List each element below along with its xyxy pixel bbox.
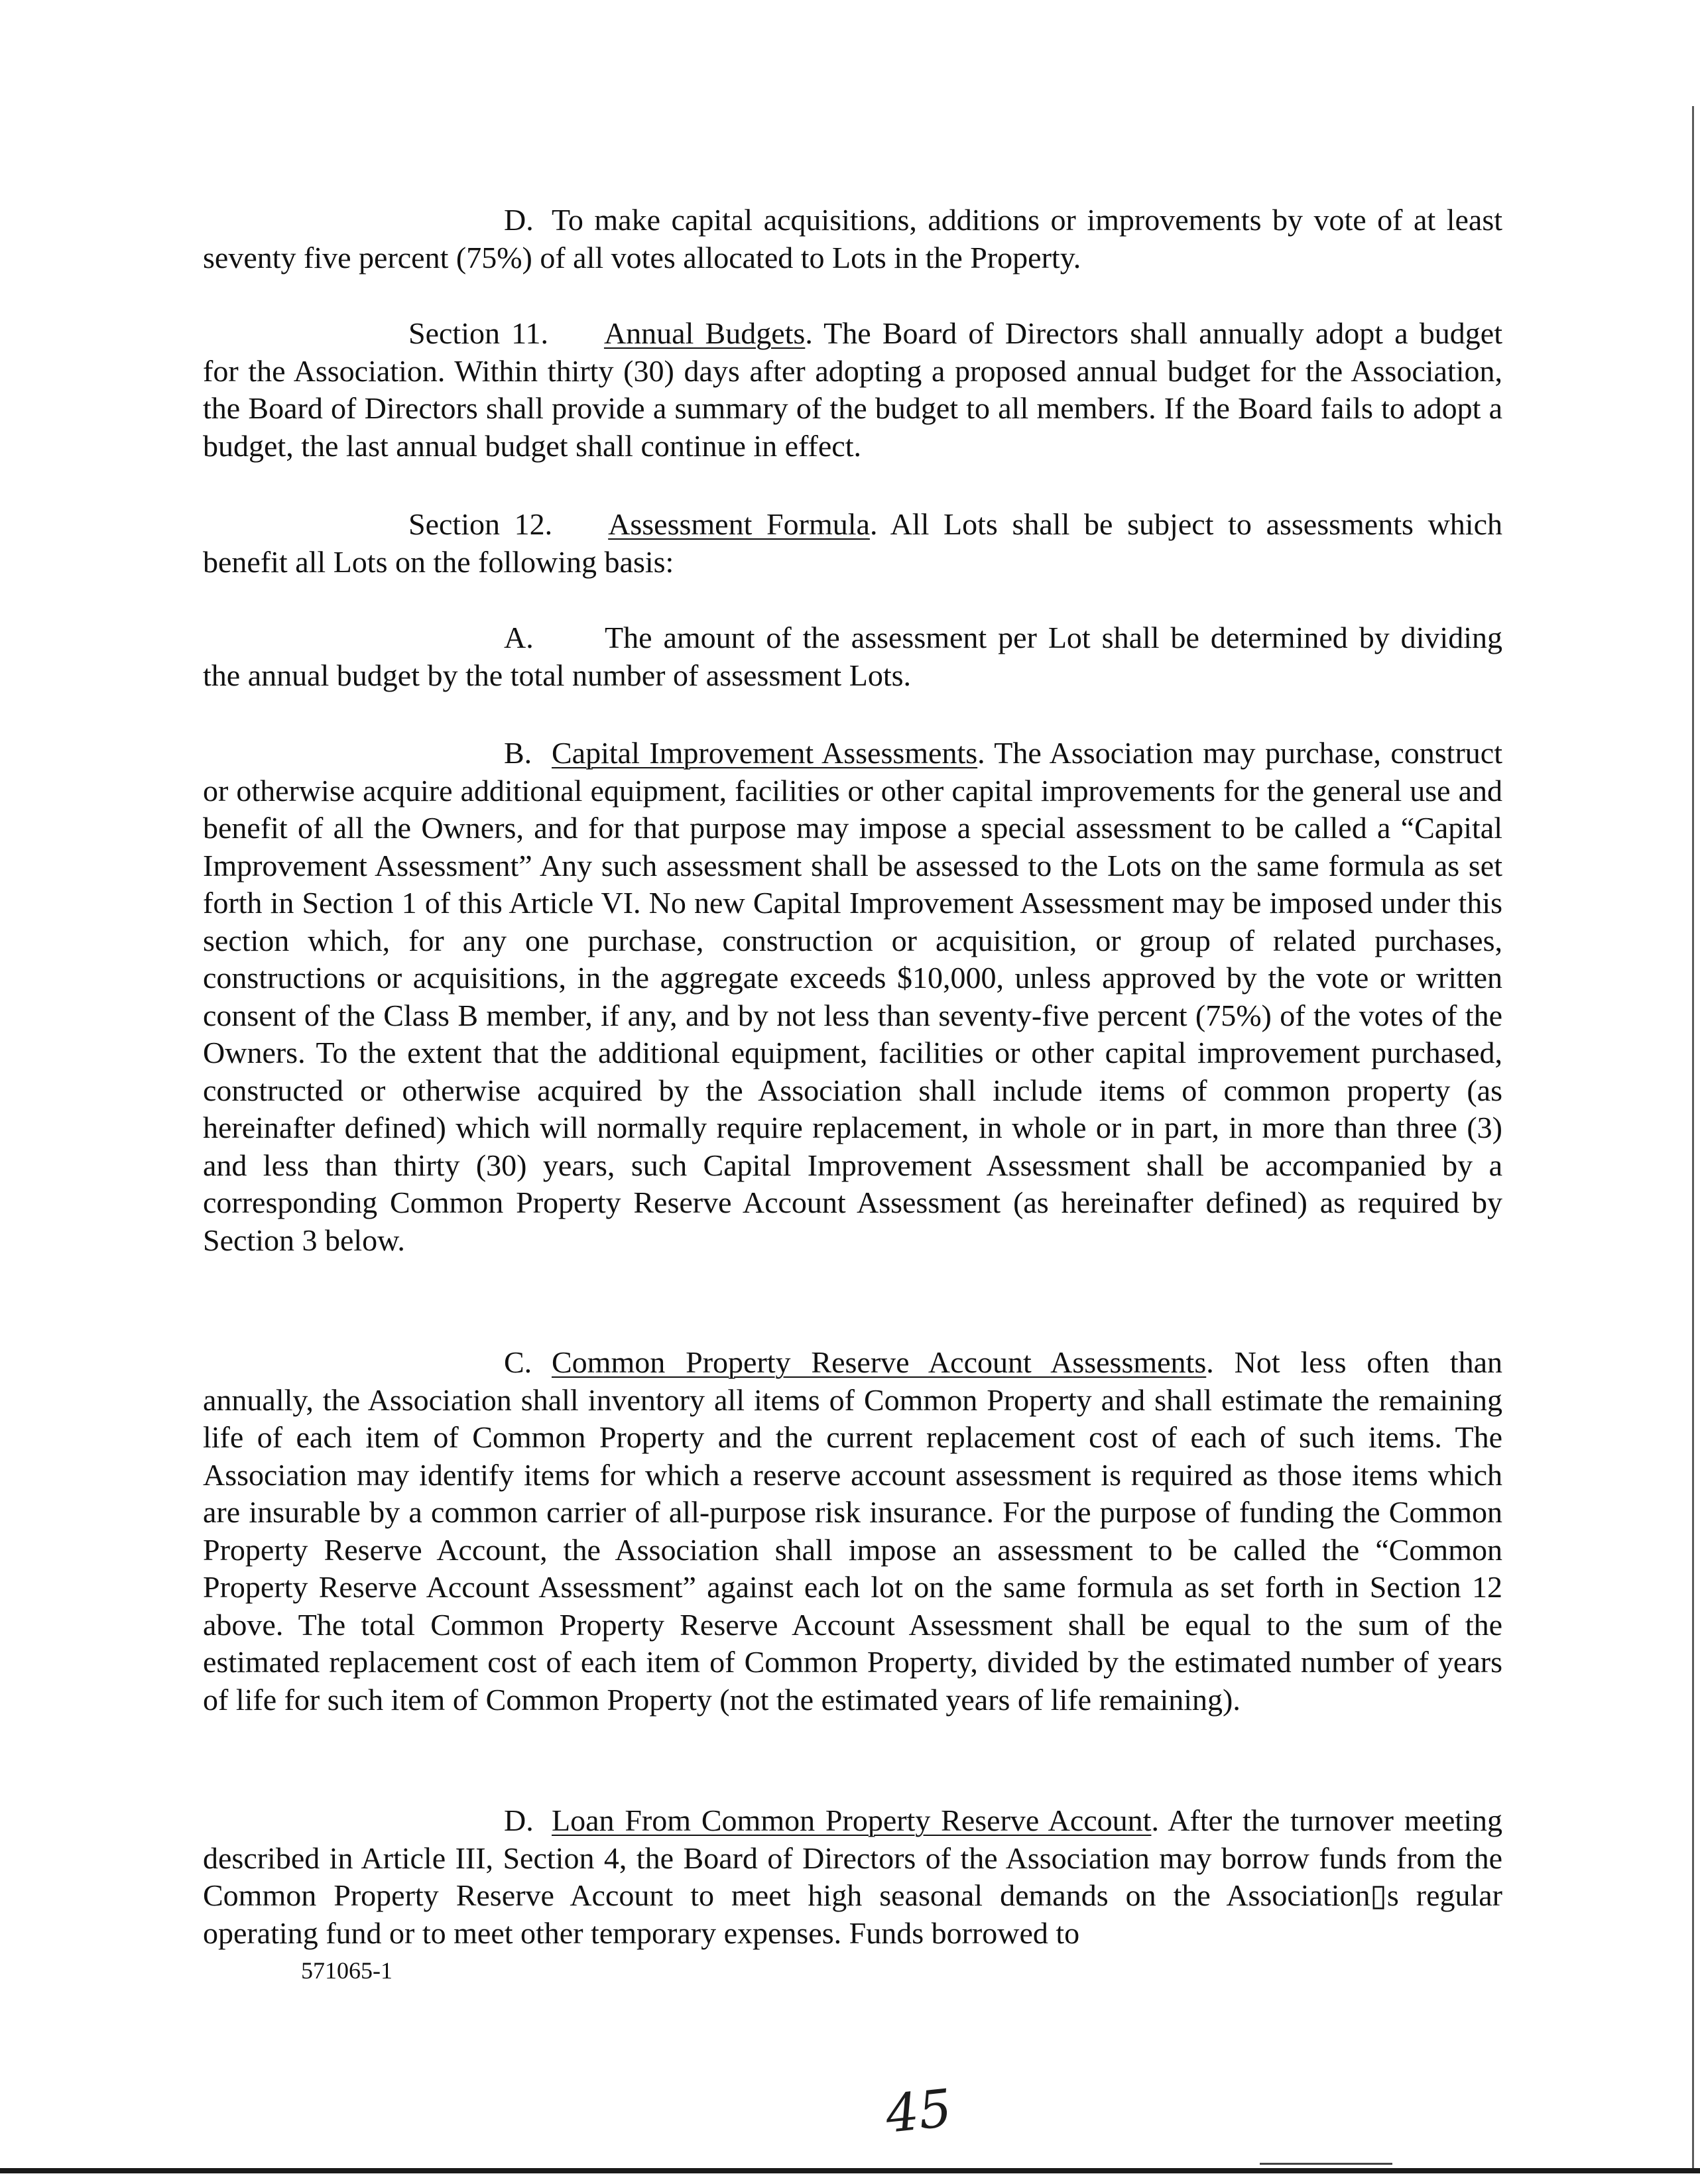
paragraph-text: . Not less often than annually, the Association shall inventory all items of Common Property and shall estimate the remaining life of each item of Common Property and the current replacement cost of each of such items. The Association may identify items for which a reserve account assessment is required as those items which are insurable by a common carrier of all-purpose risk insurance. For the purpose of funding the Common Property Reserve Account, the Association shall impose an assessment to be called the “Common Property Reserve Account Assessment” against each lot on the same formula as set forth in Section 12 above. The total Common Property Reserve Account Assessment shall be equal to the sum of the estimated replacement cost of each item of Common Property, divided by the estimated number of years of life for such item of Common Property (not the estimated years of life remaining). — [203, 1345, 1502, 1717]
item-letter: C. — [504, 1345, 532, 1379]
section-number: Section 11. — [408, 316, 548, 350]
handwritten-page-number: 45 — [882, 2079, 955, 2145]
paragraph-text: . All Lots shall be subject to assessments which benefit all Lots on the following basis: — [203, 507, 1502, 579]
paragraph-text: . The Board of Directors shall annually adopt a budget for the Association. Within thirty (30) days after adopting a proposed annual budget for the Association, the Board of Directors shall provide a summary of the budget to all members. If the Board fails to adopt a budget, the last annual budget shall continue in effect. — [203, 316, 1502, 463]
item-letter: D. — [504, 203, 534, 237]
paragraph-text: To make capital acquisitions, additions or improvements by vote of at least seventy five percent (75%) of all votes allocated to Lots in the Property. — [203, 203, 1502, 274]
section-heading: Annual Budgets — [603, 316, 806, 350]
item-heading: Capital Improvement Assessments — [552, 736, 978, 770]
scan-edge-border — [0, 2168, 1700, 2173]
item-heading: Loan From Common Property Reserve Account — [552, 1803, 1152, 1837]
item-letter: A. — [504, 621, 534, 654]
paragraph-a-assessment-amount — [203, 619, 1502, 694]
paragraph-text: The amount of the assessment per Lot shall be determined by dividing the annual budget by the total number of assessment Lots. — [203, 621, 1502, 692]
scan-edge-line — [1260, 2163, 1392, 2165]
item-letter: B. — [504, 736, 532, 770]
paragraph-d-capital-acquisitions — [203, 202, 1502, 276]
paragraph-section-12 — [203, 506, 1502, 581]
scan-edge-line — [1692, 106, 1694, 2168]
item-letter: D. — [504, 1803, 534, 1837]
paragraph-b-capital-improvement — [203, 735, 1502, 1259]
item-heading: Common Property Reserve Account Assessments — [552, 1345, 1207, 1379]
paragraph-section-11 — [203, 315, 1502, 465]
paragraph-text: . After the turnover meeting described in Article III, Section 4, the Board of Directors of the Association may borrow funds from the Common Property Reserve Account to meet high seasonal demands on the Association▯s regular operating fund or to meet other temporary expenses. Funds borrowed to — [203, 1803, 1502, 1950]
paragraph-c-reserve-account — [203, 1344, 1502, 1719]
section-number: Section 12. — [408, 507, 553, 541]
section-heading: Assessment Formula — [608, 507, 870, 541]
paragraph-d-loan-reserve-account — [203, 1802, 1502, 1952]
paragraph-text: . The Association may purchase, construct or otherwise acquire additional equipment, facilities or other capital improvements for the general use and benefit of all the Owners, and for that purpose may impose a special assessment to be called a “Capital Improvement Assessment” Any such assessment shall be assessed to the Lots on the same formula as set forth in Section 1 of this Article VI. No new Capital Improvement Assessment may be imposed under this section which, for any one purchase, construction or acquisition, or group of related purchases, constructions or acquisitions, in the aggregate exceeds $10,000, unless approved by the vote or written consent of the Class B member, if any, and by not less than seventy-five percent (75%) of the votes of the Owners. To the extent that the additional equipment, facilities or other capital improvement purchased, constructed or otherwise acquired by the Association shall include items of common property (as hereinafter defined) which will normally require replacement, in whole or in part, in more than three (3) and less than thirty (30) years, such Capital Improvement Assessment shall be accompanied by a corresponding Common Property Reserve Account Assessment (as hereinafter defined) as required by Section 3 below. — [203, 736, 1502, 1257]
document-id: 571065-1 — [301, 1957, 393, 1984]
